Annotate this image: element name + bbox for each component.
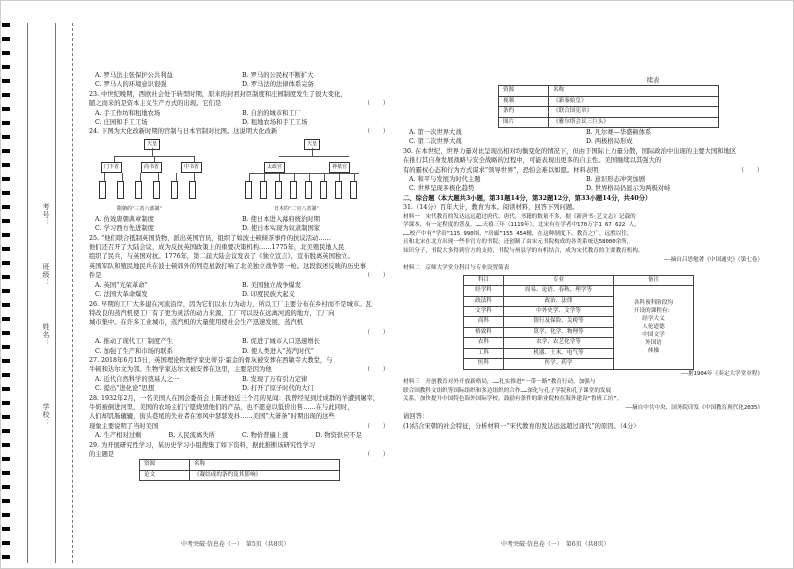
question-text [403,203,763,212]
binding-line [27,23,28,563]
text: 23. 中世纪晚期，西欧社会处于转型时期，原来的封君封臣制度和庄园制度发生了很大变化， [89,90,347,98]
question-text [403,264,763,273]
text: 他们还召开了大陆会议，成为反抗英国政策上的重要决策机构……1775年，北美殖民地人民 [89,244,345,252]
answer-option: A. 仿效唐朝典章制度 [95,215,154,223]
options-row [89,118,389,127]
binding-line [55,23,56,563]
table-cell: 医学、药学 [504,359,614,369]
question-text [403,395,763,404]
options-row [89,347,389,356]
options-row [89,375,389,384]
question-text [403,387,763,396]
answer-bracket: （ ） [363,272,389,280]
text: 知识分子，书院大多得到官方的支持，书院与州县学的有机结合，成为宋代教育的主要教育机构。 [403,248,644,255]
answer-option: A. 英国“光荣革命” [95,281,148,289]
diagram-line [249,173,250,181]
footer-left: 中考突破·信息卷（一） 第5页（共8页） [181,541,290,548]
diagram-left-node: 尚书省 [141,162,162,173]
table-cell: 图片 [499,117,549,127]
text: 材料一 宋代教育的发达远远超过唐代。唐代，书籍的数量不多，据《新唐书·艺文志》记载的 [403,213,636,220]
citation [403,256,763,265]
text: 件是 [89,272,102,280]
text: ——据1904年《奏定大学堂章程》 [681,370,763,377]
text: 学课本，有一定程度的普及。……天禧三年（1119年），北宋有在学者中170万字1 67 622 人， [403,222,640,229]
diagram-right-leaf [305,181,312,199]
answer-bracket: （ ） [363,422,389,430]
options-row [89,431,389,440]
subject-table [463,275,694,370]
diagram-line [122,173,123,181]
question-text [403,156,763,165]
answer-option: C. 法国大革命爆发 [95,291,148,299]
options-row [403,184,763,193]
table-cell: 工科 [464,348,504,358]
diagram-line [339,173,340,181]
note-line: 各科预科阶段均 [633,300,674,307]
school-label: 学校： [42,403,50,427]
diagram-right-node: 神祇官 [329,162,350,173]
table-header: 科目 [464,275,504,285]
table-row [140,470,340,480]
answer-option: A. 近代自然科学的奠基人之一 [95,375,180,383]
table-cell: 视频 [499,96,549,106]
question-text [89,234,389,243]
citation [403,404,763,413]
table-cell: 《联合国宪章》 [549,107,719,117]
table-row [499,96,719,106]
text: 材料二 京师大学堂分科目与专业设置简表 [403,265,510,272]
answer-option: A. 和平与发展为时代主题 [409,176,481,184]
text: 人们却饥肠辘辘，街头巷尾的失业者在寒风中瑟瑟发抖……美国“大萧条”时期出现的这些 [89,413,335,421]
question-text [403,221,763,230]
question-text [403,238,763,247]
table-title: 续表 [646,77,660,84]
question-text [89,394,389,403]
table-row [499,107,719,117]
options-row [89,384,389,393]
officials-diagram [89,137,389,215]
table-cell: 机器、土木、电气等 [504,348,614,358]
table-row [499,117,719,127]
text: 29. 为开展研究性学习，某历史学习小组搜集了如下资料，据此推断该研究性学习 [89,441,316,449]
table-cell: 文学科 [464,307,504,317]
answer-bracket: （ ） [737,166,763,174]
question-text [89,252,389,261]
answer-option: B. 促进了城市人口迅速增长 [242,338,320,346]
answer-option: A. 推动了现代工厂制度产生 [95,338,173,346]
table-cell: 名称 [549,86,719,96]
answer-option: D. 使日本实现为奴隶制国家 [242,225,321,233]
text: 的主题是 [89,451,115,458]
note-line: 人伦道德 [642,324,665,331]
answer-option: B. 凡尔赛—华盛顿体系 [586,129,652,137]
table-cell: 算学、化学、物理等 [504,327,614,337]
data-table [498,85,719,128]
table-cell: 资源 [140,460,190,470]
diagram-right-leaf [335,181,342,199]
table-cell: 名称 [190,460,340,470]
answer-option: C. 第二次世界大战 [409,138,462,146]
text: ——摘自吕思勉著《中国通史》（第七卷） [663,256,763,263]
table-cell: 《凝结成的条约及其影响》 [190,470,340,480]
answer-bracket: （ ） [363,128,389,136]
answer-option: B. 美国独立战争爆发 [242,281,302,289]
diagram-left-leaf [189,181,196,199]
table-row [140,460,340,470]
answer-option: D. 印度民族大起义 [242,291,295,299]
answer-option: B. 自治的城市和工厂 [242,109,302,117]
text: 25. “他们联合抵制英国货物，派出英国官员，组织了如波士顿倾茶事件的抗议活动…… [89,234,331,242]
right-column [403,76,763,431]
question-text [89,262,389,271]
options-row [89,290,389,299]
table-header-row [464,275,694,285]
question-text [89,403,389,412]
answer-option: D. 罗马法的法律体系完备 [242,81,314,89]
answer-option: C. 庄园和手工工场 [95,119,148,127]
text: 现象主要说明了当时美国 [89,422,159,430]
diagram-right-leaf [350,181,357,199]
table-header: 专业 [504,275,614,285]
table-cell: 农科 [464,338,504,348]
answer-option: D. 租地农场和手工工场 [242,119,308,127]
diagram-line [294,173,295,181]
table-cell: 《雅尔塔会议三巨头》 [549,117,719,127]
question-text [89,365,389,374]
text: 随之而来的是资本主义生产方式的出现。它们是 [89,100,222,108]
section-heading [403,194,763,203]
table-note-cell [614,286,694,369]
text: 24. 下图为大化改新时期的官制与日本官制对比图。这说明大化改新 [89,128,278,136]
diagram-left-leaf [171,181,178,199]
question-text [89,412,389,421]
diagram-right-node: 太政官 [264,162,285,173]
answer-option: B. 使日本进入幕府统治时期 [242,215,320,223]
note-line: 外国语 [645,340,662,347]
question-text [89,318,389,327]
question-text [403,147,763,156]
diagram-line [309,173,310,181]
answer-option: D. 世界格局仍显示为两极对峙 [586,185,671,193]
question-text [403,422,763,431]
diagram-right-leaf [275,181,282,199]
table-cell: 医科 [464,359,504,369]
text: 28. 1932年2月，一名美国人在国会委员会上陈述他近三个月的见闻：我曾经见到过成群的羊遭到屠宰， [89,394,380,402]
diagram-right-caption: 日本的“二官八省制” [274,205,320,212]
diagram-left-top: 天皇 [144,139,160,150]
table-cell: 中外史学、文学等 [504,307,614,317]
table-cell: 格致科 [464,327,504,337]
question-text [403,378,763,387]
diagram-left-caption: 隋朝的“三省六部制” [117,205,163,212]
table-cell: 经学科 [464,286,504,296]
class-label: 班级： [42,263,50,287]
question-text [89,441,389,450]
diagram-line [176,173,177,181]
question-text [89,328,389,337]
answer-option: A. 第一次世界大战 [409,129,462,137]
left-column [89,71,389,481]
diagram-right-top: 天皇 [304,139,320,150]
answer-option: B. 人民流离失所 [168,432,215,440]
answer-option: C. 提出“进化论”思想 [95,385,155,393]
table-cell: 政法科 [464,296,504,306]
question-text [89,300,389,309]
text: 在推行其自身发展战略与安全战略的过程中，可能表现出更多的自主性。美国继续以其强大的 [403,157,662,165]
question-text [89,422,389,431]
question-text [403,166,763,175]
question-text [403,230,763,239]
text: 联合国教科文组织等国际组织和多边组织的合作……深化与孔子学院和孔子课堂的发展 [403,387,612,394]
table-cell: 农学、农艺化学等 [504,338,614,348]
table-cell: 论文 [140,470,190,480]
options-row [403,137,763,146]
text: 二、综合题（本大题共3小题，第31题14分，第32题12分，第33小题14分，共40分） [403,194,652,202]
table-cell: 《新秦始皇》 [549,96,719,106]
question-text [89,356,389,365]
answer-option: C. 世界呈现多极化趋势 [409,185,475,193]
note-line: 中国文学 [642,332,665,339]
answer-bracket: （ ） [363,100,389,108]
diagram-right-leaf [245,181,252,199]
name-label: 姓名： [42,323,50,347]
answer-option: C. 加强了生产和市场的联系 [95,347,173,355]
binding-marks [2,23,10,563]
table-row [464,286,694,296]
options-row [89,281,389,290]
options-row [89,80,389,89]
answer-option: D. 物资供应不足 [315,432,363,440]
options-row [89,224,389,233]
answer-option: B. 意识形态冲突加剧 [586,176,646,184]
question-text [89,271,389,280]
diagram-left-leaf [153,181,160,199]
question-text [403,247,763,256]
text: 27. 2018年6月15日，英国理论物理学家史蒂芬·霍金的骨灰被安葬在西敏寺大教堂，与 [89,356,333,364]
options-row [403,175,763,184]
diagram-left-leaf [99,181,106,199]
text: 且和北宋在北方出现一些非官方的书院，还创制了由宋元书院构成的各类系统达58000余所， [403,239,633,246]
diagram-line [152,148,153,156]
diagram-left-node: 中书省 [181,162,202,173]
footer-right: 中考突破·信息卷（一） 第6页（共8页） [501,541,610,548]
diagram-right-leaf [260,181,267,199]
diagram-line [104,173,105,181]
question-text [403,412,763,421]
diagram-line [279,156,349,157]
diagram-right-leaf [290,181,297,199]
diagram-line [312,148,313,156]
text: 31.（14分）百年大计，教育为本。阅读材料，回答下列问题。 [403,204,579,212]
answer-option: C. 物价普遍上涨 [242,432,289,440]
options-row [403,128,763,137]
table-cell: 条约 [499,107,549,117]
text: 组织了民兵，与英国对抗。1776年，第二届大陆会议发表了《独立宣言》，宣布脱离英国独立。 [89,253,354,261]
question-text [89,127,389,136]
answer-option: D. 打开了原子时代的大门 [242,385,314,393]
diagram-line [354,173,355,181]
text: 牛奶被倒进河里，美国的农场主们宁愿烧毁他们的产品，也不愿意以低价出售……在与此同时， [89,403,354,411]
table-cell: 周易、论语、春秋、理学等 [504,286,614,296]
answer-option: A. 生产相对过剩 [95,432,142,440]
diagram-line [194,173,195,181]
answer-option: C. 罗马人的环境意识很强 [95,81,167,89]
text: 有的霸权心态和行为方式谋求“领导世界”，恐怕会难以如愿。材料表明 [403,166,599,174]
citation [403,370,763,379]
answer-option: B. 罗马的公民权不断扩大 [242,72,314,79]
text: 材料三 开创教育对外开放新格局，……扎实推进“一带一路”教育行动，加强与 [403,379,596,386]
options-row [89,109,389,118]
table-cell: 银行及保险、关税等 [504,317,614,327]
question-text [89,90,389,99]
text: 30. 在本世纪，世界力量对比呈现出相对均衡变化的情况下，但由于国际上力量分散，国际政治中出现的主要大国和地区 [403,147,737,155]
table-cell: 商科 [464,317,504,327]
diagram-left-leaf [135,181,142,199]
options-row [89,337,389,346]
diagram-left-leaf [117,181,124,199]
diagram-line [140,173,141,181]
exam-number-label: 考号： [42,203,50,227]
answer-bracket: （ ） [363,451,389,458]
question-text [89,450,389,459]
answer-option: D. 两极格局形成 [586,138,633,146]
note-line: 开设的课程有： [633,308,674,315]
note-line: 体操 [647,348,660,355]
options-row [89,71,389,80]
answer-bracket: （ ） [363,366,389,374]
answer-option: A. 罗马法主张保护公共利益 [95,72,173,79]
table-row [499,86,719,96]
answer-option: A. 手工作坊和租地农场 [95,109,161,117]
table-cell: 政治、法律 [504,296,614,306]
binding-margin [5,23,73,563]
text: 26. 早期的工厂大多建在河流沿岸，因为它们以水力为动力，所以工厂主要分布在乡村而不是城市。瓦 [89,300,372,308]
diagram-left-node: 门下省 [101,162,122,173]
diagram-line [158,173,159,181]
text: 关系。加快提升中国特色海外国际学校。鼓励有条件的职业院校在海外建设“鲁班工坊”。 [403,396,623,403]
answer-option: B. 发现了万有引力定律 [242,375,308,383]
text: ——摘自中共中央、国务院印发《中国教育现代化2035》 [625,404,763,411]
table-header: 备注 [614,275,694,285]
answer-option: C. 学习西方先进制度 [95,225,154,233]
text: 特改良的蒸汽机使工厂有了更为灵活的动力来源，工厂可以设在远离河流的地方，工厂向 [89,309,335,317]
table-cell: 资源 [499,86,549,96]
diagram-line [324,173,325,181]
data-table [139,459,340,481]
text: 牛顿和达尔文为邻。生物学家达尔文被安葬在这里，主要是因为他 [89,366,272,374]
question-text [89,99,389,108]
diagram-right-leaf [320,181,327,199]
text: 英国军队和殖民地民兵在波士顿郊外的列克星敦打响了北美独立战争第一枪。这段叙述反映的历史事 [89,262,367,270]
options-row [89,215,389,224]
text: 请回答： [403,413,429,421]
question-text [403,213,763,222]
text: 城市集中。在许多工业城市，蒸汽机的大量使用使社会生产迅速发展，蒸汽机 [89,319,304,327]
diagram-line [279,173,280,181]
note-line: 经学大义 [642,316,665,323]
diagram-line [249,173,359,174]
question-text [89,309,389,318]
text: ……校产中有“学田”115 990顷，“房廊”155 454楹，在这种制度下，教育之广，远胜以往， [403,230,633,237]
question-text [89,243,389,252]
text: (1)结合宋朝的社会特征，分析材料一“宋代教育的发达远远超过唐代”的原因。（4分） [403,422,640,430]
answer-bracket: （ ） [363,328,389,336]
diagram-line [264,173,265,181]
answer-option: D. 使人类进入“蒸汽时代” [242,347,314,355]
